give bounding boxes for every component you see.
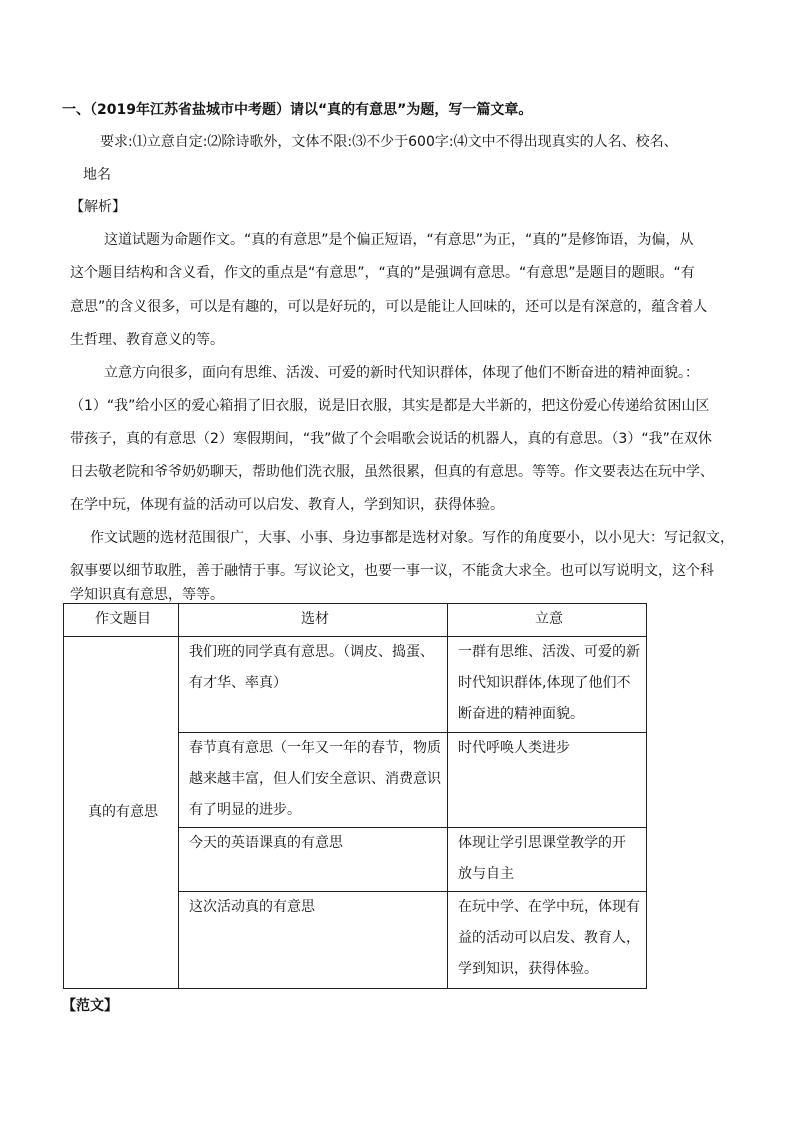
material-line: 有才华、率真） [189,675,287,691]
material-cell [179,828,448,892]
material-line: 有了明显的进步。 [189,802,301,818]
material-line: 我们班的同学真有意思。（调皮、捣蛋、 [189,644,434,660]
analysis-label: 【解析】 [70,199,126,215]
theme-cell [448,828,647,892]
topic-cell: 真的有意思 [64,637,179,989]
analysis-p1-line-4: 生哲理、教育意义的等。 [70,332,224,348]
requirements-line-2: 地名 [83,167,111,183]
theme-cell [448,733,647,828]
material-cell [179,733,448,828]
analysis-p2-line-4: 日去敬老院和爷爷奶奶聊天，帮助他们洗衣服，虽然很累，但真的有意思。等等。作文要表达在玩中学、 [70,464,714,480]
model-essay-label: 【范文】 [62,998,118,1014]
analysis-p3-line-3: 学知识真有意思，等等。 [70,587,224,603]
material-line: 越来越丰富，但人们安全意识、消费意识 [189,771,441,787]
question-title: 一、（2019年江苏省盐城市中考题）请以“真的有意思”为题，写一篇文章。 [62,102,533,118]
table-header-row [64,604,647,637]
theme-cell [448,892,647,989]
analysis-p2-line-1: 立意方向很多，面向有思维、活泼、可爱的新时代知识群体，体现了他们不断奋进的精神面貌。： [104,365,699,381]
material-line: 今天的英语课真的有意思 [189,835,343,851]
theme-line: 学到知识，获得体验。 [458,961,598,977]
theme-line: 放与自主 [458,866,514,882]
analysis-p3-line-1: 作文试题的选材范围很广，大事、小事、身边事都是选材对象。写作的角度要小，以小见大：写记叙文， [90,530,734,546]
material-line: 春节真有意思（一年又一年的春节，物质 [189,740,441,756]
theme-line: 时代知识群体,体现了他们不 [458,675,631,691]
analysis-p1-line-1: 这道试题为命题作文。“真的有意思”是个偏正短语，“有意思”为正，“真的”是修饰语，为偏，从 [104,232,694,248]
topic-table [63,603,647,989]
material-cell [179,892,448,989]
analysis-p1-line-2: 这个题目结构和含义看，作文的重点是“有意思”，“真的”是强调有意思。“有意思”是题目的题眼。“有 [70,265,695,281]
material-line: 这次活动真的有意思 [189,899,315,915]
theme-line: 断奋进的精神面貌。 [458,706,584,722]
analysis-p2-line-3: 带孩子，真的有意思（2）寒假期间，“我”做了个会唱歌会说话的机器人，真的有意思。（3）“我”在双休 [70,431,712,447]
theme-line: 体现让学引思课堂教学的开 [458,835,626,851]
theme-cell [448,637,647,733]
analysis-p3-line-2: 叙事要以细节取胜，善于融情于事。写议论文，也要一事一议，不能贪大求全。也可以写说明文，这个科 [70,563,714,579]
header-material: 选材 [179,604,448,637]
theme-line: 时代呼唤人类进步 [458,740,570,756]
requirements-line-1: 要求:⑴立意自定:⑵除诗歌外，文体不限:⑶不少于600字:⑷文中不得出现真实的人名、校名、 [100,134,678,150]
theme-line: 一群有思维、活泼、可爱的新 [458,644,640,660]
analysis-p2-line-2: （1）“我”给小区的爱心箱捐了旧衣服，说是旧衣服，其实是都是大半新的，把这份爱心传递给贫困山区 [70,398,710,414]
header-topic: 作文题目 [64,604,179,637]
theme-line: 益的活动可以启发、教育人， [458,930,640,946]
header-theme: 立意 [448,604,647,637]
theme-line: 在玩中学、在学中玩，体现有 [458,899,640,915]
table-row [64,637,647,733]
material-cell [179,637,448,733]
analysis-p2-line-5: 在学中玩，体现有益的活动可以启发、教育人，学到知识，获得体验。 [70,497,504,513]
analysis-p1-line-3: 意思”的含义很多，可以是有趣的，可以是好玩的，可以是能让人回味的，还可以是有深意的，蕴含着人 [70,299,708,315]
